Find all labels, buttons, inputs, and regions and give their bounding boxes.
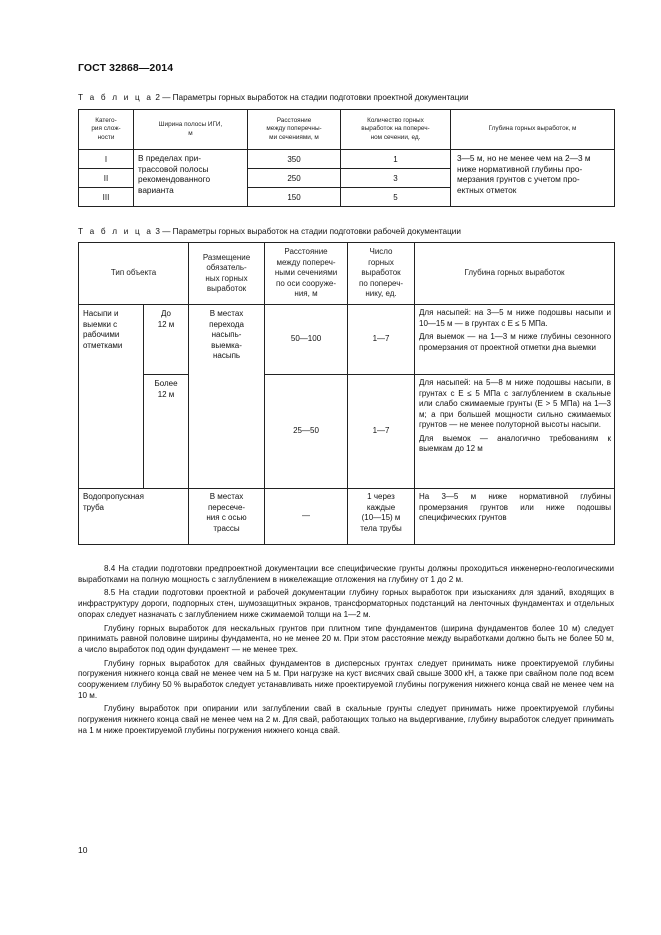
document-header: ГОСТ 32868—2014 bbox=[78, 62, 174, 74]
t2-category-cell: III bbox=[79, 188, 134, 207]
body-text bbox=[78, 564, 614, 737]
table2-caption-label: Т а б л и ц а bbox=[78, 93, 154, 102]
t3-distance: — bbox=[265, 489, 348, 545]
t2-header-count: Количество горных выработок на попереч- ном сечении, ед. bbox=[341, 110, 451, 150]
table3-caption bbox=[78, 227, 461, 236]
table-row bbox=[79, 150, 615, 169]
table-2 bbox=[78, 109, 615, 207]
t3-group-label: Насыпи и выемки с рабочими отметками bbox=[79, 305, 144, 489]
t3-depth-fill: Для насыпей: на 5—8 м ниже подошвы насыпи, в грунтах с E ≤ 5 МПа с заглублением в скальные или слабо сжимаемые грунты (E > 5 МПа) на 1—3 м; а при большей мощности сильно сжимаемых грунтов — не менее полуторной высоты насыпи. bbox=[419, 378, 612, 429]
paragraph-8-5: 8.5 На стадии подготовки проектной и рабочей документации глубину горных выработок при изысканиях для зданий, входящих в инфраструктуру дороги, подпорных стен, шумозащитных экранов, трансформаторных подстанций на ленточных фундаментах и отдельных опорах следует назначать с заглублением ниже сжимаемой толщи на 1—2 м. bbox=[78, 588, 614, 619]
t2-depth-cell: 3—5 м, но не менее чем на 2—3 м ниже нормативной глубины про- мерзания грунтов с учетом про- ектных отметок bbox=[451, 150, 615, 207]
t2-category-cell: II bbox=[79, 169, 134, 188]
t3-header-distance: Расстояние между попереч- ными сечениями по оси сооруже- ния, м bbox=[265, 243, 348, 305]
t2-count-cell: 3 bbox=[341, 169, 451, 188]
t3-header-type: Тип объекта bbox=[79, 243, 189, 305]
t3-sub-type: Более 12 м bbox=[144, 375, 189, 489]
table3-caption-label: Т а б л и ц а bbox=[78, 227, 154, 236]
page-number: 10 bbox=[78, 845, 88, 855]
t3-count: 1 через каждые (10—15) м тела трубы bbox=[348, 489, 415, 545]
table-row bbox=[79, 489, 615, 545]
paragraph-8-4: 8.4 На стадии подготовки предпроектной документации все специфические грунты должны проходиться инженерно-геологическими выработками на полную мощность с заглублением в нижележащие отложения на глубину от 1 до 2 м. bbox=[78, 564, 614, 584]
paragraph: Глубину горных выработок для свайных фундаментов в дисперсных грунтах следует принимать ниже проектируемой глубины погружения нижнего конца свай не менее чем на 5 м. При нагрузке на куст висячих свай свыше 3000 кН, а также при свайном поле под всем сооружением глубину 50 % выработок следует устанавливать ниже проектируемой глубины погружения нижнего конца свай не менее чем на 10 м. bbox=[78, 658, 614, 700]
t3-placement: В местах перехода насыпь- выемка- насыпь bbox=[189, 305, 265, 489]
table2-caption-text: 2 — Параметры горных выработок на стадии подготовки проектной документации bbox=[153, 93, 469, 102]
t3-depth bbox=[415, 305, 615, 375]
t3-placement: В местах пересече- ния с осью трассы bbox=[189, 489, 265, 545]
paragraph: Глубину выработок при опирании или заглублении свай в скальные грунты следует принимать ниже проектируемой глубины погружения нижнего конца свай не менее чем на 2 м. Для свай, работающих только на выдергивание, глубину выработок следует принимать на 1 м ниже проектируемой глубины погружения нижнего конца свай. bbox=[78, 704, 614, 735]
t3-depth-cut: Для выемок — аналогично требованиям к выемкам до 12 м bbox=[419, 433, 612, 453]
t2-category-cell: I bbox=[79, 150, 134, 169]
t3-distance: 25—50 bbox=[265, 375, 348, 489]
t3-count: 1—7 bbox=[348, 375, 415, 489]
paragraph: Глубину горных выработок для нескальных грунтов при плитном типе фундаментов (ширина фундаментов более 10 м) следует принимать равной половине ширины фундамента, но не менее 20 м. При этом расстояние между выработками должно быть не более 50 м, а число выработок под один фундамент — не менее трех. bbox=[78, 623, 614, 654]
t2-header-width: Ширина полосы ИГИ, м bbox=[134, 110, 248, 150]
t2-count-cell: 1 bbox=[341, 150, 451, 169]
t2-distance-cell: 250 bbox=[248, 169, 341, 188]
t3-header-placement: Размещение обязатель- ных горных выработок bbox=[189, 243, 265, 305]
table3-caption-text: 3 — Параметры горных выработок на стадии подготовки рабочей документации bbox=[153, 227, 461, 236]
t3-distance: 50—100 bbox=[265, 305, 348, 375]
t3-count: 1—7 bbox=[348, 305, 415, 375]
table2-caption bbox=[78, 93, 469, 102]
t2-header-category: Катего- рия слож- ности bbox=[79, 110, 134, 150]
t3-header-depth: Глубина горных выработок bbox=[415, 243, 615, 305]
table-row bbox=[79, 375, 615, 489]
t3-sub-type: До 12 м bbox=[144, 305, 189, 375]
t2-count-cell: 5 bbox=[341, 188, 451, 207]
t3-depth-cut: Для выемок — на 1—3 м ниже глубины сезонного промерзания от проектной отметки дна выемки bbox=[419, 332, 612, 352]
table-3 bbox=[78, 242, 615, 545]
t2-distance-cell: 150 bbox=[248, 188, 341, 207]
table-row bbox=[79, 305, 615, 375]
t2-distance-cell: 350 bbox=[248, 150, 341, 169]
t3-depth bbox=[415, 375, 615, 489]
t2-width-cell: В пределах при- трассовой полосы рекомендованного варианта bbox=[134, 150, 248, 207]
t3-depth: На 3—5 м ниже нормативной глубины промерзания грунтов или ниже подошвы специфических грунтов bbox=[415, 489, 615, 545]
t3-header-count: Число горных выработок по попереч- нику, ед. bbox=[348, 243, 415, 305]
t3-type-culvert: Водопропускная труба bbox=[79, 489, 189, 545]
t3-depth-fill: Для насыпей: на 3—5 м ниже подошвы насыпи и 10—15 м — в грунтах с E ≤ 5 МПа. bbox=[419, 308, 612, 328]
t2-header-depth: Глубина горных выработок, м bbox=[451, 110, 615, 150]
t2-header-distance: Расстояние между поперечны- ми сечениями, м bbox=[248, 110, 341, 150]
